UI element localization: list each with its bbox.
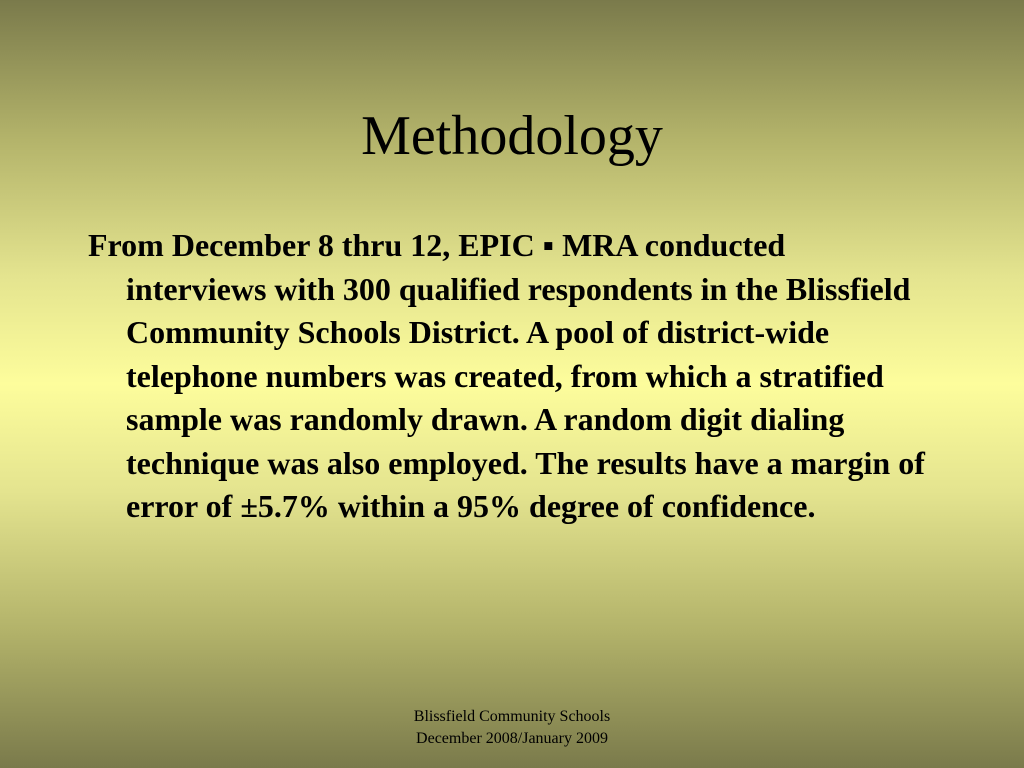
footer-organization: Blissfield Community Schools xyxy=(413,708,611,725)
slide-footer xyxy=(0,706,1024,750)
methodology-paragraph: From December 8 thru 12, EPIC ▪ MRA conducted interviews with 300 qualified respondents in the Blissfield Community Schools District. A pool of district-wide telephone numbers was created, from which a stratified sample was randomly drawn. A random digit dialing technique was also employed. The results have a margin of error of ±5.7% within a 95% degree of confidence. xyxy=(88,227,925,524)
slide-title: Methodology xyxy=(361,105,663,167)
footer-date: December 2008/January 2009 xyxy=(416,730,608,747)
